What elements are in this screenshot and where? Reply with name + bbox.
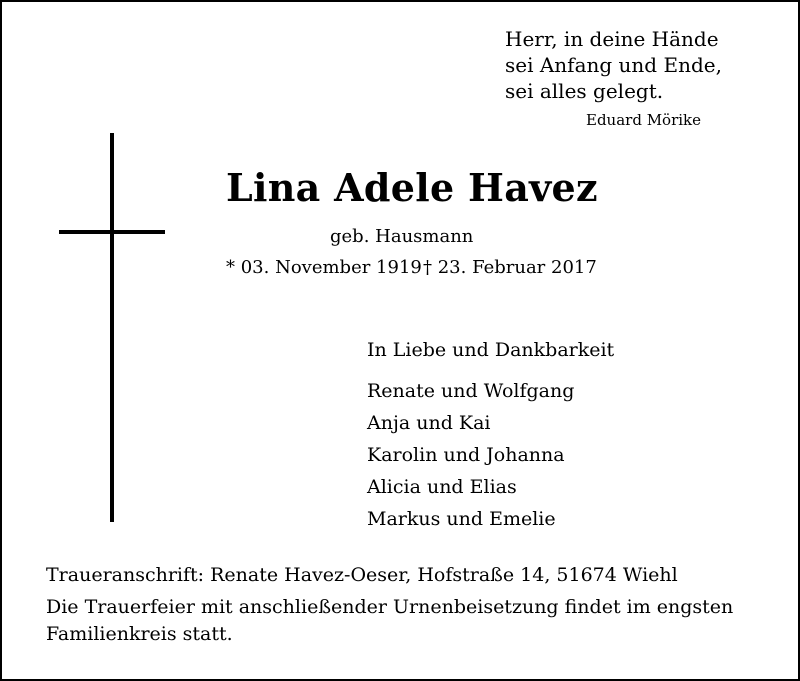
mourner-entry: Renate und Wolfgang bbox=[367, 380, 575, 402]
mourner-entry: Karolin und Johanna bbox=[367, 444, 565, 466]
funeral-note-line: Die Trauerfeier mit anschließender Urnenbeisetzung findet im engsten bbox=[46, 596, 734, 618]
mourner-entry: Alicia und Elias bbox=[367, 476, 517, 498]
death-date: † 23. Februar 2017 bbox=[423, 257, 597, 278]
cross-icon-bar bbox=[59, 230, 165, 234]
quote-block bbox=[505, 26, 722, 104]
mourner-entry: Anja und Kai bbox=[367, 412, 491, 434]
quote-line: sei Anfang und Ende, bbox=[505, 53, 722, 77]
quote-line: Herr, in deine Hände bbox=[505, 27, 719, 51]
deceased-name: Lina Adele Havez bbox=[226, 165, 598, 210]
mourner-entry: Markus und Emelie bbox=[367, 508, 556, 530]
birth-name: geb. Hausmann bbox=[330, 226, 474, 247]
quote-line: sei alles gelegt. bbox=[505, 79, 664, 103]
quote-author: Eduard Mörike bbox=[586, 111, 702, 129]
funeral-note-line: Familienkreis statt. bbox=[46, 623, 233, 645]
funeral-note bbox=[46, 594, 746, 648]
cross-icon bbox=[110, 133, 114, 522]
mourning-intro: In Liebe und Dankbarkeit bbox=[367, 339, 615, 361]
birth-date: * 03. November 1919 bbox=[226, 257, 422, 278]
mourners-list bbox=[367, 375, 574, 535]
funeral-address: Traueranschrift: Renate Havez-Oeser, Hofstraße 14, 51674 Wiehl bbox=[46, 564, 678, 586]
